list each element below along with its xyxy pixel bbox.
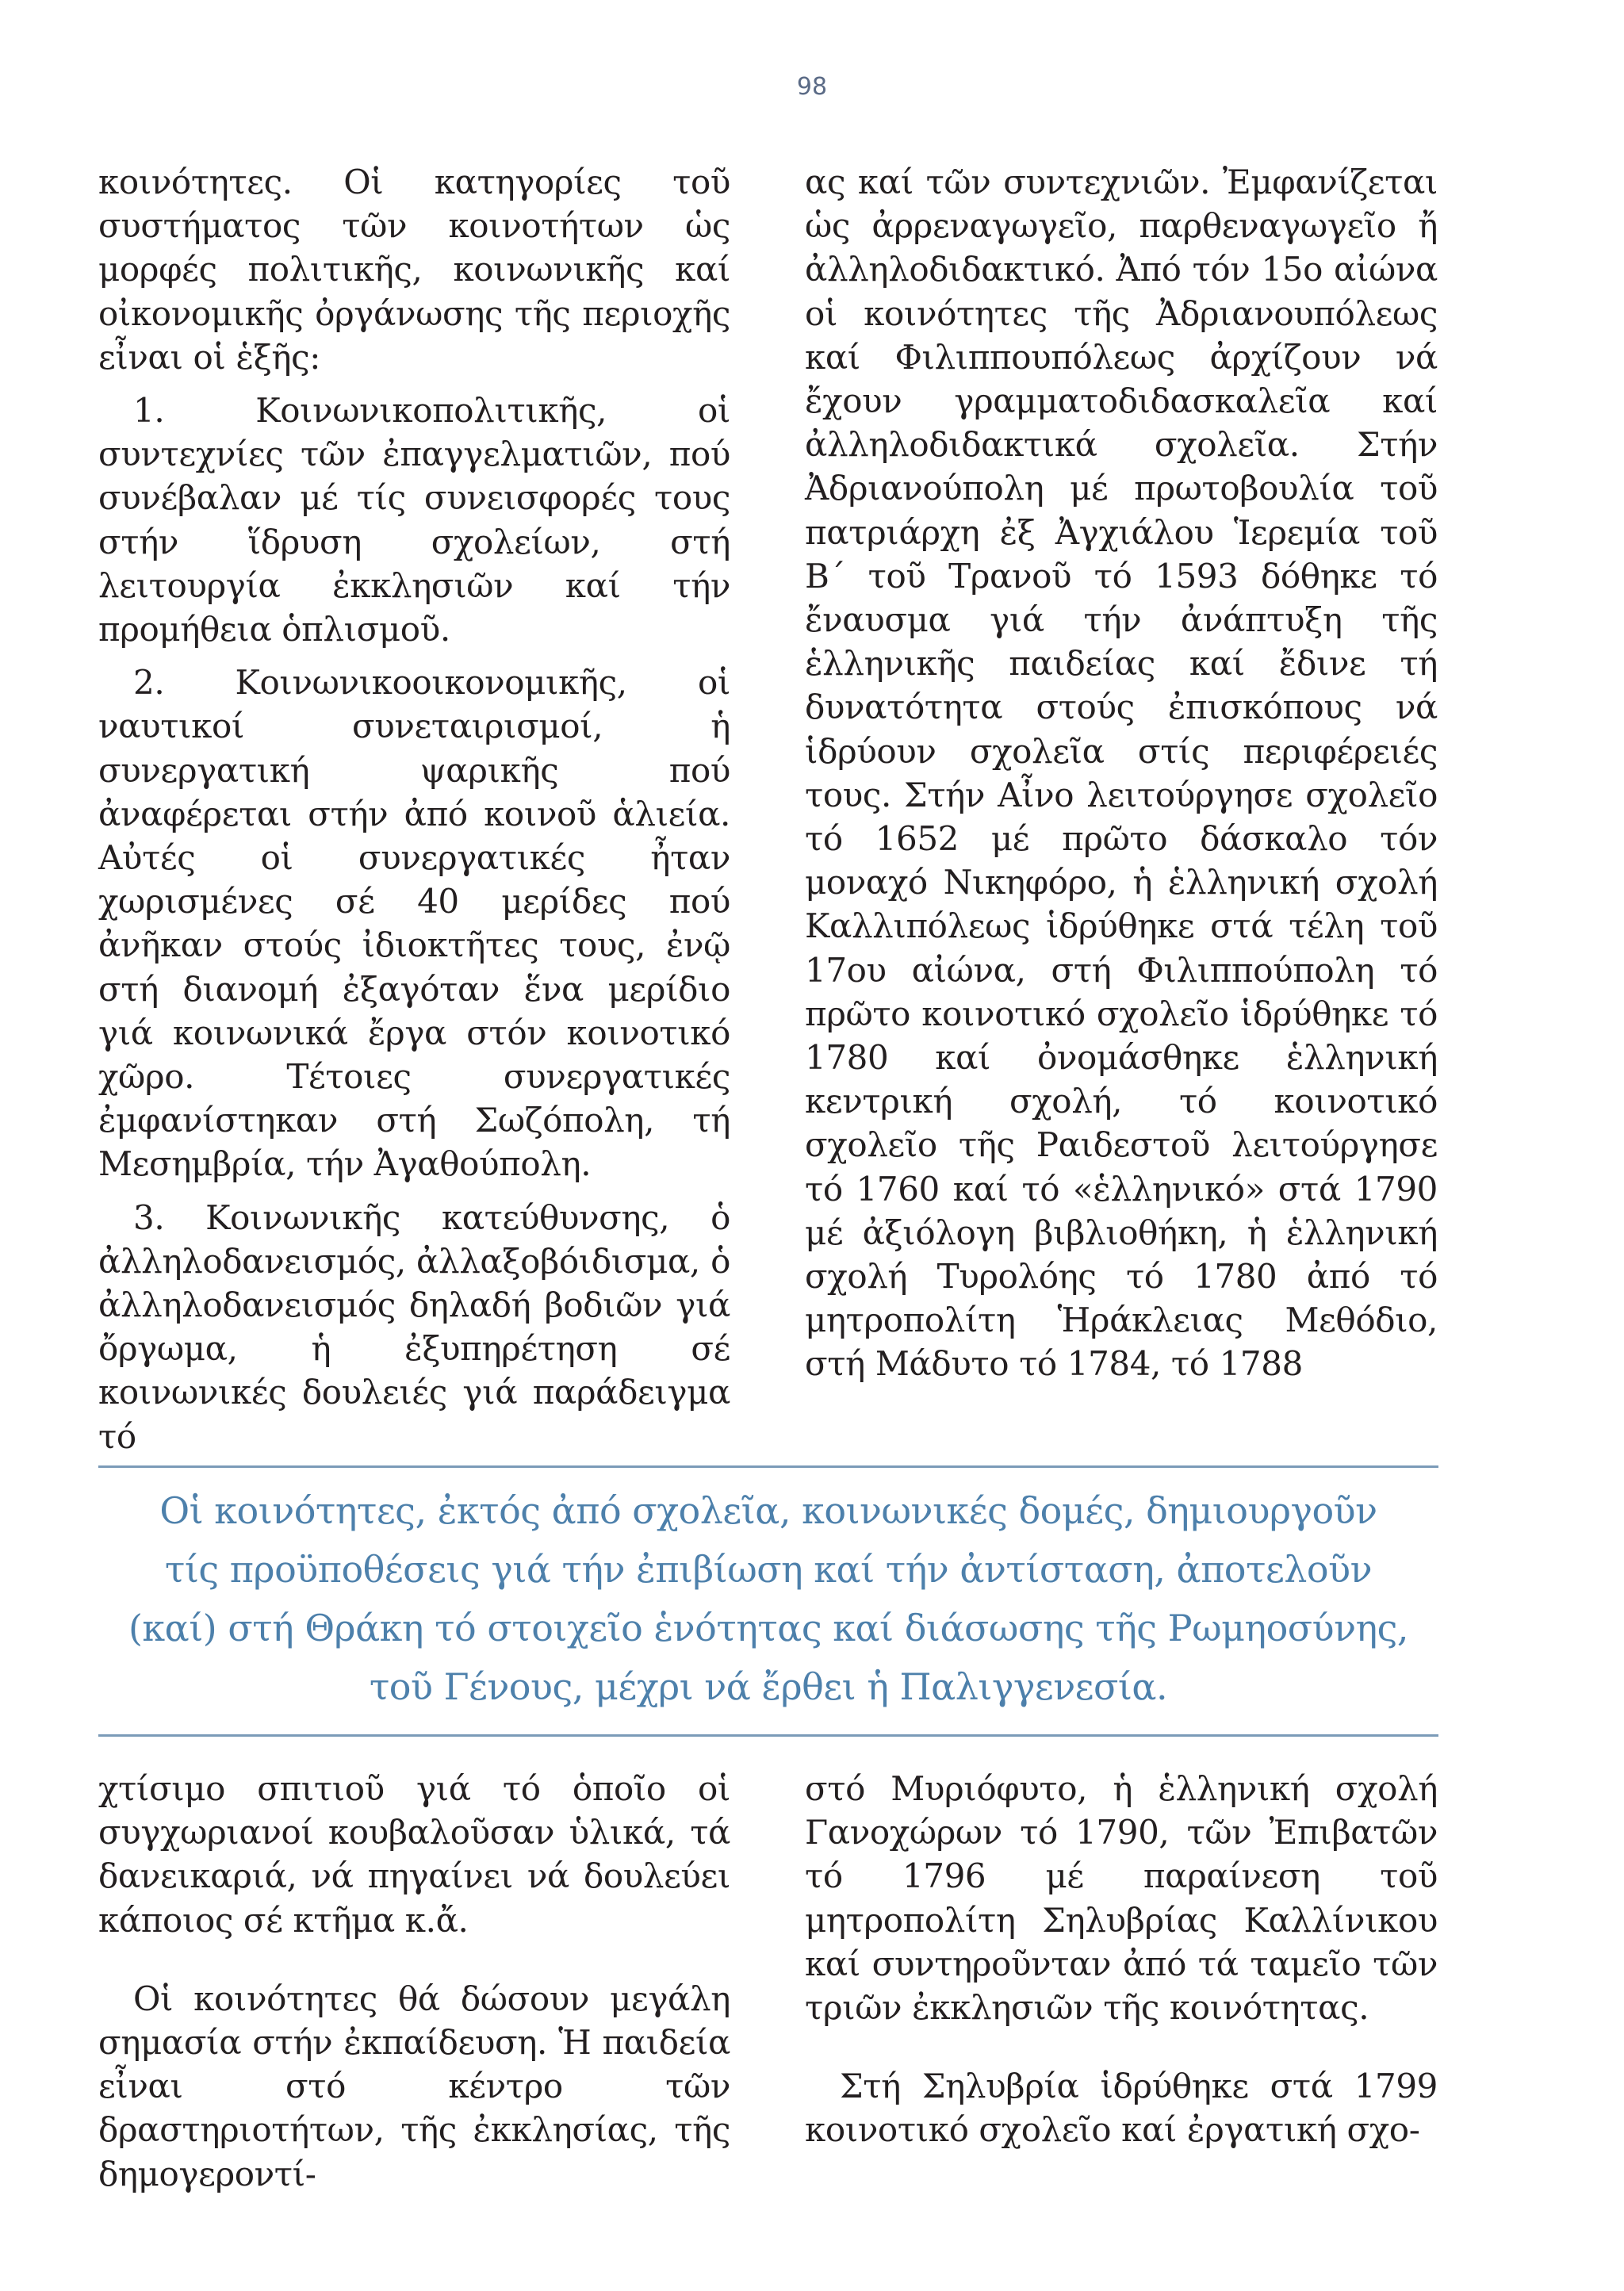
page-number: 98 <box>796 73 828 101</box>
top-right-column <box>805 160 1438 1386</box>
pull-quote-line: (καί) στή Θράκη τό στοιχεῖο ἑνότητας καί διάσωσης τῆς Ρωμηοσύνης, <box>128 1607 1409 1649</box>
paragraph: Οἱ κοινότητες θά δώσουν μεγάλη σημασία στήν ἐκπαίδευση. Ἡ παιδεία εἶναι στό κέντρο τῶν δραστηριοτήτων, τῆς ἐκκλησίας, τῆς δημογεροντί- <box>98 1979 730 2193</box>
paragraph: χτίσιμο σπιτιοῦ γιά τό ὁποῖο οἱ συγχωριανοί κουβαλοῦσαν ὑλικά, τά δανεικαριά, νά πηγαίνει νά δουλεύει κάποιος σέ κτῆμα κ.ἄ. <box>98 1769 730 1940</box>
bottom-right-column <box>805 1767 1438 2152</box>
pull-quote <box>98 1481 1438 1716</box>
paragraph: 1. Κοινωνικοπολιτικῆς, οἱ συντεχνίες τῶν ἐπαγγελματιῶν, πού συνέβαλαν μέ τίς συνεισφορές τους στήν ἵδρυση σχολείων, στή λειτουργία ἐκκλησιῶν καί τήν προμήθεια ὁπλισμοῦ. <box>98 391 730 649</box>
paragraph: 3. Κοινωνικῆς κατεύθυνσης, ὁ ἀλληλοδανεισμός, ἀλλαξοβόιδισμα, ὁ ἀλληλοδανεισμός δηλαδή βοδιῶν γιά ὄργωμα, ἡ ἐξυπηρέτηση σέ κοινωνικές δουλειές γιά παράδειγμα τό <box>98 1197 730 1456</box>
pull-quote-bottom-rule <box>98 1734 1438 1737</box>
pull-quote-line: τίς προϋποθέσεις γιά τήν ἐπιβίωση καί τήν ἀντίσταση, ἀποτελοῦν <box>164 1548 1373 1591</box>
pull-quote-line: Οἱ κοινότητες, ἐκτός ἀπό σχολεῖα, κοινωνικές δομές, δημιουργοῦν <box>159 1489 1377 1532</box>
pull-quote-top-rule <box>98 1465 1438 1468</box>
bottom-left-column <box>98 1767 730 2196</box>
top-left-column <box>98 160 730 1458</box>
paragraph: ας καί τῶν συντεχνιῶν. Ἐμφανίζεται ὡς ἀρρεναγωγεῖο, παρθεναγωγεῖο ἤ ἀλληλοδιδακτικό. Ἀπό τόν 15ο αἰώνα οἱ κοινότητες τῆς Ἀδριανουπόλεως καί Φιλιππουπόλεως ἀρχίζουν νά ἔχουν γραμματοδιδασκαλεῖα καί ἀλληλοδιδακτικά σχολεῖα. Στήν Ἀδριανούπολη μέ πρωτοβουλία τοῦ πατριάρχη ἐξ Ἀγχιάλου Ἱερεμία τοῦ Β΄ τοῦ Τρανοῦ τό 1593 δόθηκε τό ἔναυσμα γιά τήν ἀνάπτυξη τῆς ἑλληνικῆς παιδείας καί ἔδινε τή δυνατότητα στούς ἐπισκόπους νά ἱδρύουν σχολεῖα στίς περιφέρειές τους. Στήν Αἶνο λειτούργησε σχολεῖο τό 1652 μέ πρῶτο δάσκαλο τόν μοναχό Νικηφόρο, ἡ ἑλληνική σχολή Καλλιπόλεως ἱδρύθηκε στά τέλη τοῦ 17ου αἰώνα, στή Φιλιππούπολη τό πρῶτο κοινοτικό σχολεῖο ἱδρύθηκε τό 1780 καί ὀνομάσθηκε ἑλληνική κεντρική σχολή, τό κοινοτικό σχολεῖο τῆς Ραιδεστοῦ λειτούργησε τό 1760 καί τό «ἑλληνικό» στά 1790 μέ ἀξιόλογη βιβλιοθήκη, ἡ ἑλληνική σχολή Τυρολόης τό 1780 ἀπό τό μητροπολίτη Ἡράκλειας Μεθόδιο, στή Μάδυτο τό 1784, τό 1788 <box>805 163 1438 1384</box>
pull-quote-line: τοῦ Γένους, μέχρι νά ἔρθει ἡ Παλιγγενεσία. <box>369 1665 1168 1708</box>
paragraph: 2. Κοινωνικοοικονομικῆς, οἱ ναυτικοί συνεταιρισμοί, ἡ συνεργατική ψαρικῆς πού ἀναφέρεται στήν ἀπό κοινοῦ ἁλιεία. Αὐτές οἱ συνεργατικές ἦταν χωρισμένες σέ 40 μερίδες πού ἀνῆκαν στούς ἰδιοκτῆτες τους, ἐνῷ στή διανομή ἐξαγόταν ἕνα μερίδιο γιά κοινωνικά ἔργα στόν κοινοτικό χῶρο. Τέτοιες συνεργατικές ἐμφανίστηκαν στή Σωζόπολη, τή Μεσημβρία, τήν Ἀγαθούπολη. <box>98 663 730 1184</box>
paragraph: Στή Σηλυβρία ἱδρύθηκε στά 1799 κοινοτικό σχολεῖο καί ἐργατική σχο- <box>805 2067 1438 2150</box>
paragraph: κοινότητες. Οἱ κατηγορίες τοῦ συστήματος τῶν κοινοτήτων ὡς μορφές πολιτικῆς, κοινωνικῆς καί οἰκονομικῆς ὀργάνωσης τῆς περιοχῆς εἶναι οἱ ἑξῆς: <box>98 163 730 377</box>
paragraph: στό Μυριόφυτο, ἡ ἑλληνική σχολή Γανοχώρων τό 1790, τῶν Ἐπιβατῶν τό 1796 μέ παραίνεση τοῦ μητροπολίτη Σηλυβρίας Καλλίνικου καί συντηροῦνταν ἀπό τά ταμεῖο τῶν τριῶν ἐκκλησιῶν τῆς κοινότητας. <box>805 1769 1438 2028</box>
